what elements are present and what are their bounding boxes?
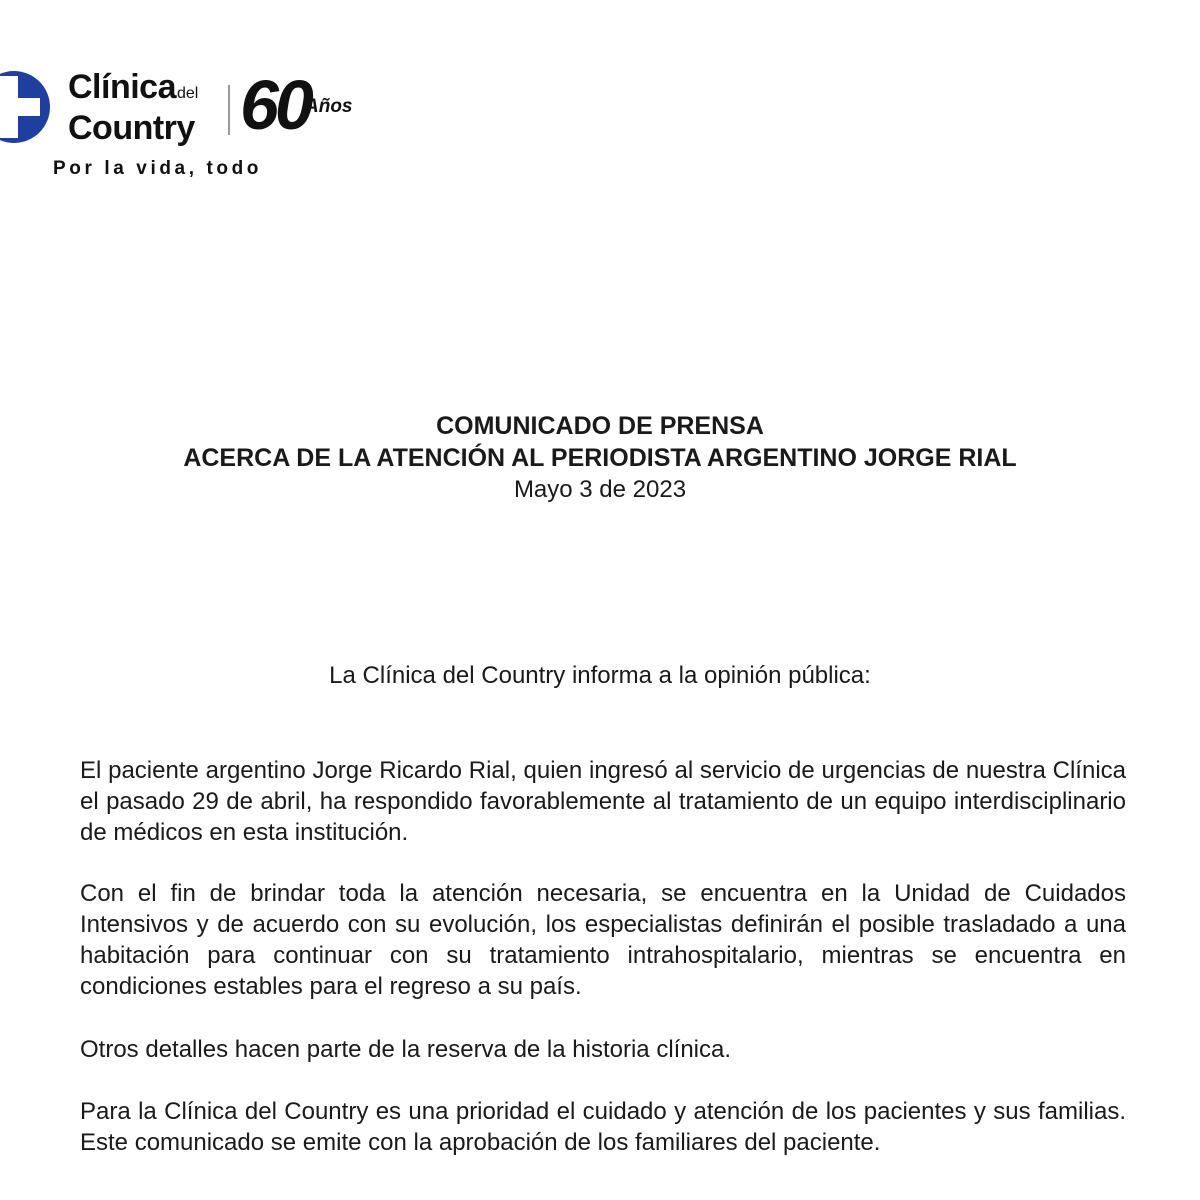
- paragraph: [80, 878, 1126, 1002]
- tagline: Por la vida, todo: [53, 158, 262, 179]
- paragraph: [80, 755, 1126, 848]
- page-title: COMUNICADO DE PRENSA: [436, 412, 764, 440]
- paragraph-text: Otros detalles hacen parte de la reserva de la historia clínica.: [80, 1036, 732, 1063]
- brand-line-1: Clínica: [68, 68, 176, 106]
- brand-line-2: Country: [68, 109, 195, 147]
- clinic-logo: [0, 60, 380, 190]
- paragraph: [80, 1096, 1126, 1158]
- release-date: Mayo 3 de 2023: [513, 476, 687, 503]
- intro-line: La Clínica del Country informa a la opinión pública:: [329, 662, 871, 689]
- brand-name: [68, 70, 198, 145]
- page-subtitle: ACERCA DE LA ATENCIÓN AL PERIODISTA ARGENTINO JORGE RIAL: [183, 444, 1017, 472]
- paragraph-text: Para la Clínica del Country es una prioridad el cuidado y atención de los pacientes y sus familias. Este comunicado se emite con la aprobación de los familiares del paciente.: [80, 1098, 1126, 1156]
- paragraph: [80, 1034, 1126, 1065]
- paragraph-text: El paciente argentino Jorge Ricardo Rial, quien ingresó al servicio de urgencias de nuestra Clínica el pasado 29 de abril, ha respondido favorablemente al tratamiento de un equipo interdisciplinario de médicos en esta institución.: [80, 757, 1126, 846]
- anniversary-label: Años: [305, 96, 353, 117]
- brand-del: del: [176, 85, 199, 102]
- logo-divider: [228, 85, 230, 135]
- press-release-header: [0, 410, 1200, 506]
- medical-cross-icon: [0, 68, 50, 146]
- paragraph-text: Con el fin de brindar toda la atención necesaria, se encuentra en la Unidad de Cuidados Intensivos y de acuerdo con su evolución, los especialistas definirán el posible trasladado a una habitación para continuar con su tratamiento intrahospitalario, mientras se encuentra en condiciones estables para el regreso a su país.: [80, 880, 1126, 1000]
- anniversary-number: 60: [240, 66, 310, 144]
